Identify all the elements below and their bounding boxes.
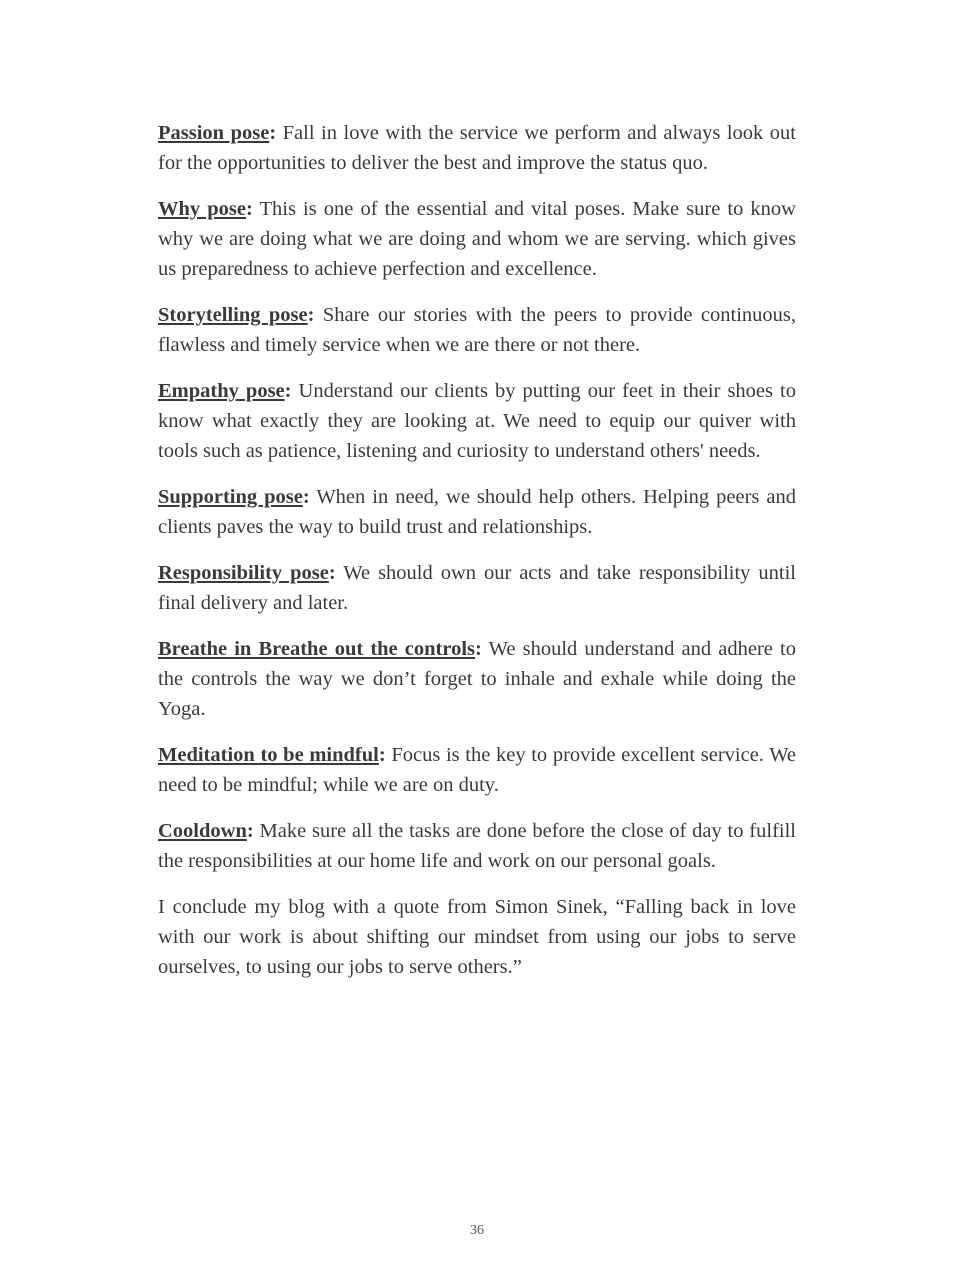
term-colon: : bbox=[307, 304, 315, 326]
meditation-paragraph bbox=[158, 740, 796, 800]
pose-description: We should understand and adhere to the controls the way we don’t forget to inhale and exhale while doing the Yoga. bbox=[158, 638, 796, 720]
pose-description: Focus is the key to provide excellent service. We need to be mindful; while we are on duty. bbox=[158, 744, 797, 796]
pose-description: When in need, we should help others. Helping peers and clients paves the way to build trust and relationships. bbox=[158, 486, 796, 538]
pose-description: Understand our clients by putting our feet in their shoes to know what exactly they are looking at. We need to equip our quiver with tools such as patience, listening and curiosity to understand others' needs. bbox=[158, 380, 796, 462]
pose-term: Responsibility pose bbox=[158, 562, 329, 584]
responsibility-pose-paragraph bbox=[158, 558, 796, 618]
page-number: 36 bbox=[470, 1223, 484, 1238]
pose-term: Breathe in Breathe out the controls bbox=[158, 638, 476, 660]
pose-description: We should own our acts and take responsibility until final delivery and later. bbox=[158, 562, 796, 614]
pose-term: Passion pose bbox=[158, 122, 270, 144]
term-colon: : bbox=[269, 122, 277, 144]
cooldown-paragraph bbox=[158, 816, 796, 876]
passion-pose-paragraph bbox=[158, 118, 796, 178]
term-colon: : bbox=[302, 486, 310, 508]
term-colon: : bbox=[246, 820, 254, 842]
pose-term: Empathy pose bbox=[158, 380, 285, 402]
conclusion-paragraph: I conclude my blog with a quote from Simon Sinek, “Falling back in love with our work is about shifting our mindset from using our jobs to serve ourselves, to using our jobs to serve others.” bbox=[158, 896, 796, 978]
pose-term: Storytelling pose bbox=[158, 304, 308, 326]
page-content bbox=[158, 118, 796, 998]
pose-description: Share our stories with the peers to provide continuous, flawless and timely service when we are there or not there. bbox=[158, 304, 796, 356]
pose-term: Why pose bbox=[158, 198, 246, 220]
storytelling-pose-paragraph bbox=[158, 300, 796, 360]
term-colon: : bbox=[245, 198, 253, 220]
term-colon: : bbox=[378, 744, 386, 766]
pose-term: Cooldown bbox=[158, 820, 247, 842]
term-colon: : bbox=[328, 562, 336, 584]
supporting-pose-paragraph bbox=[158, 482, 796, 542]
pose-description: This is one of the essential and vital poses. Make sure to know why we are doing what we are doing and whom we are serving. which gives us preparedness to achieve perfection and excellence. bbox=[158, 198, 796, 280]
pose-term: Meditation to be mindful bbox=[158, 744, 379, 766]
pose-description: Fall in love with the service we perform and always look out for the opportunities to deliver the best and improve the status quo. bbox=[158, 122, 796, 174]
empathy-pose-paragraph bbox=[158, 376, 796, 466]
why-pose-paragraph bbox=[158, 194, 796, 284]
pose-description: Make sure all the tasks are done before the close of day to fulfill the responsibilities at our home life and work on our personal goals. bbox=[158, 820, 796, 872]
pose-term: Supporting pose bbox=[158, 486, 303, 508]
breathe-controls-paragraph bbox=[158, 634, 796, 724]
term-colon: : bbox=[284, 380, 292, 402]
term-colon: : bbox=[475, 638, 482, 660]
